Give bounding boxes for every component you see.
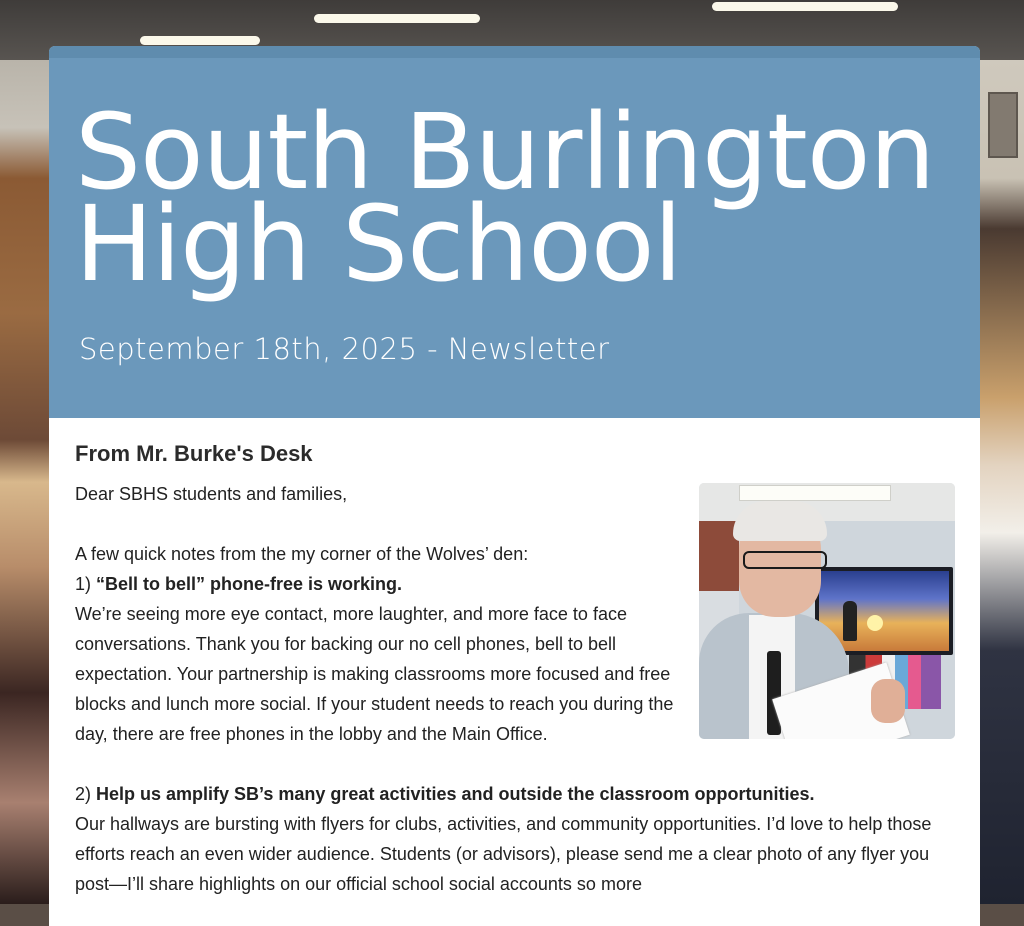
ceiling-light	[314, 14, 480, 23]
wall-picture-frame	[988, 92, 1018, 158]
item1-body: We’re seeing more eye contact, more laughter, and more face to face conversations. Thank you for backing our no cell phones, bell to bell expectation. Your partnership is making classrooms more focused and free blocks and lunch more social. If your student needs to reach you during the day, there are free phones in the lobby and the Main Office.	[75, 604, 674, 744]
left-crowd	[0, 60, 50, 904]
item2-number: 2)	[75, 784, 97, 804]
newsletter-body	[75, 441, 955, 899]
item1-title: “Bell to bell” phone-free is working.	[96, 574, 403, 594]
intro-text: A few quick notes from the my corner of the Wolves’ den:	[75, 544, 529, 564]
ceiling-light	[712, 2, 898, 11]
school-name	[75, 91, 935, 305]
newsletter-date: September 18th, 2025 - Newsletter	[79, 332, 610, 366]
right-crowd	[978, 60, 1024, 904]
ceiling-light	[140, 36, 260, 45]
header-top-strip	[49, 46, 980, 58]
item2-title: Help us amplify SB’s many great activities and outside the classroom opportunities.	[96, 784, 815, 804]
item2-body: Our hallways are bursting with flyers for clubs, activities, and community opportunities. I’d love to help those efforts reach an even wider audience. Students (or advisors), please send me a clear photo of any flyer you post—I’ll share highlights on our official school social accounts so more	[75, 814, 932, 894]
section-heading: From Mr. Burke's Desk	[75, 441, 313, 466]
school-name-line1: South Burlington	[75, 91, 935, 213]
newsletter-header	[49, 46, 980, 418]
greeting: Dear SBHS students and families,	[75, 484, 348, 504]
newsletter-card	[49, 46, 980, 926]
school-name-line2: High School	[75, 183, 682, 305]
item1-number: 1)	[75, 574, 97, 594]
principal-photo	[699, 483, 955, 739]
item2-heading	[75, 779, 955, 809]
